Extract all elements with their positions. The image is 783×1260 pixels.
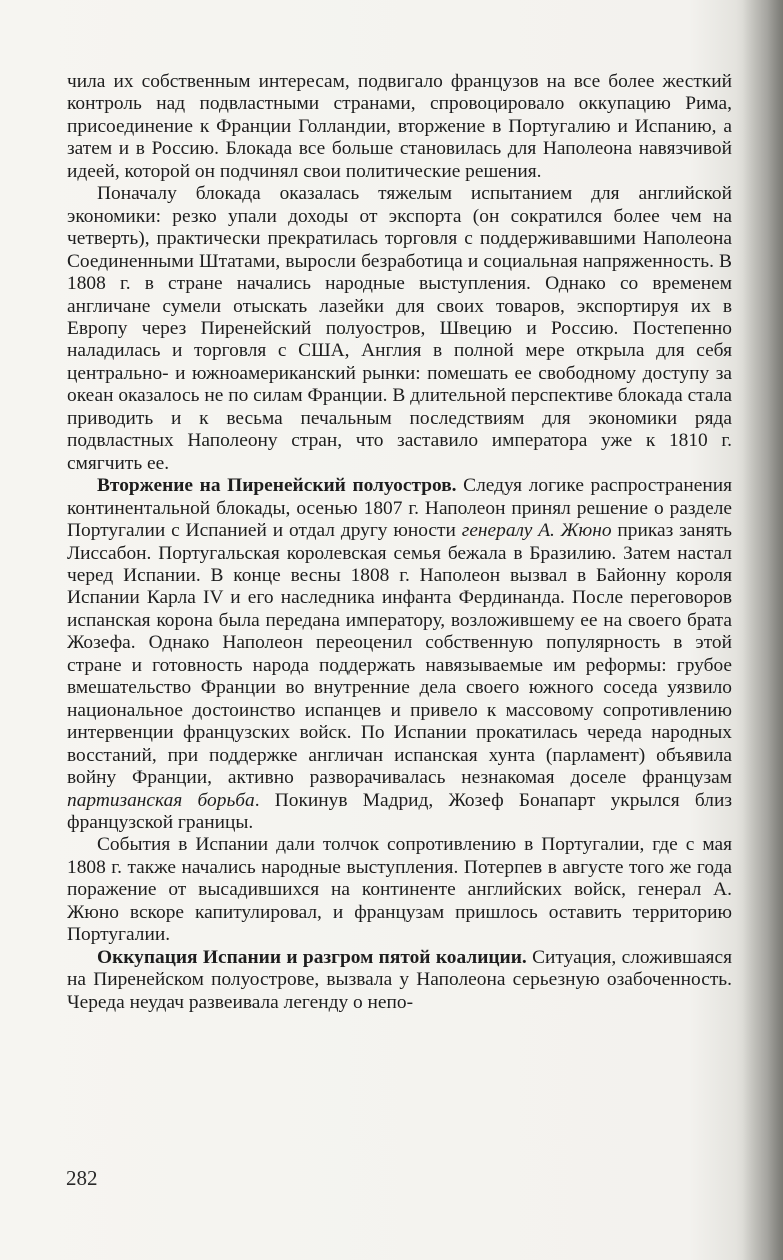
paragraph-4: [67, 834, 732, 946]
paragraph-5: [67, 947, 732, 1014]
paragraph-4-text: События в Испании дали толчок сопротивлению в Португалии, где с мая 1808 г. также начались народные выступления. Потерпев в августе того же года поражение от высадившихся на континенте английских войск, генерал А. Жюно вскоре капитулировал, и французам пришлось оставить территорию Португалии.: [67, 834, 732, 946]
spine-shadow: [743, 0, 783, 1260]
paragraph-2-text: Поначалу блокада оказалась тяжелым испытанием для английской экономики: резко упали доходы от экспорта (он сократился более чем на четверть), практически прекратилась торговля с поддерживавшими Наполеона Соединенными Штатами, выросли безработица и социальная напряженность. В 1808 г. в стране начались народные выступления. Однако со временем англичане сумели отыскать лазейки для своих товаров, экспортируя их в Европу через Пиренейский полуостров, Швецию и Россию. Постепенно наладилась и торговля с США, Англия в полной мере открыла для себя центрально- и южноамериканский рынки: помешать ее свободному доступу за океан оказалось не по силам Франции. В длительной перспективе блокада стала приводить и к весьма печальным последствиям для экономики ряда подвластных Наполеону стран, что заставило императора уже к 1810 г. смягчить ее.: [67, 183, 732, 474]
paragraph-3-text-part-3: . Покинув Мадрид, Жозеф Бонапарт укрылся близ французской границы.: [67, 789, 732, 833]
paragraph-3-text-part-1: Следуя логике распространения континентальной блокады, осенью 1807 г. Наполеон принял решение о разделе Португалии с Испанией и отдал другу юности: [67, 475, 732, 542]
paragraph-3-text-part-2: приказ занять Лиссабон. Португальская королевская семья бежала в Бразилию. Затем настал черед Испании. В конце весны 1808 г. Наполеон вызвал в Байонну короля Испании Карла IV и его наследника инфанта Фердинанда. После переговоров испанская корона была передана императору, возложившему ее на своего брата Жозефа. Однако Наполеон переоценил собственную популярность в этой стране и готовность народа поддержать навязываемые им реформы: грубое вмешательство Франции во внутренние дела своего южного соседа уязвило национальное достоинство испанцев и привело к массовому сопротивлению интервенции французских войск. По Испании прокатилась череда народных восстаний, при поддержке англичан испанская хунта (парламент) объявила войну Франции, активно разворачивалась незнакомая доселе французам: [67, 520, 732, 789]
paragraph-1-text: чила их собственным интересам, подвигало французов на все более жесткий контроль над подвластными странами, спровоцировало оккупацию Рима, присоединение к Франции Голландии, вторжение в Португалию и Испанию, а затем и в Россию. Блокада все больше становилась для Наполеона навязчивой идеей, которой он подчинял свои политические решения.: [67, 71, 732, 182]
page-number: 282: [66, 1166, 98, 1190]
paragraph-2: [67, 183, 732, 475]
emphasis-general-junot: генералу А. Жюно: [461, 520, 612, 542]
paragraph-1: [67, 71, 732, 183]
emphasis-partisan-struggle: партизанская борьба: [67, 789, 255, 811]
paragraph-3: [67, 475, 732, 834]
paragraph-5-text: Ситуация, сложившаяся на Пиренейском полуострове, вызвала у Наполеона серьезную озабоченность. Череда неудач развеивала легенду о непо-: [67, 946, 732, 1013]
page-body: [67, 71, 732, 1014]
section-heading-spain-occupation: Оккупация Испании и разгром пятой коалиции.: [97, 946, 527, 968]
section-heading-iberian-invasion: Вторжение на Пиренейский полуостров.: [97, 475, 457, 497]
